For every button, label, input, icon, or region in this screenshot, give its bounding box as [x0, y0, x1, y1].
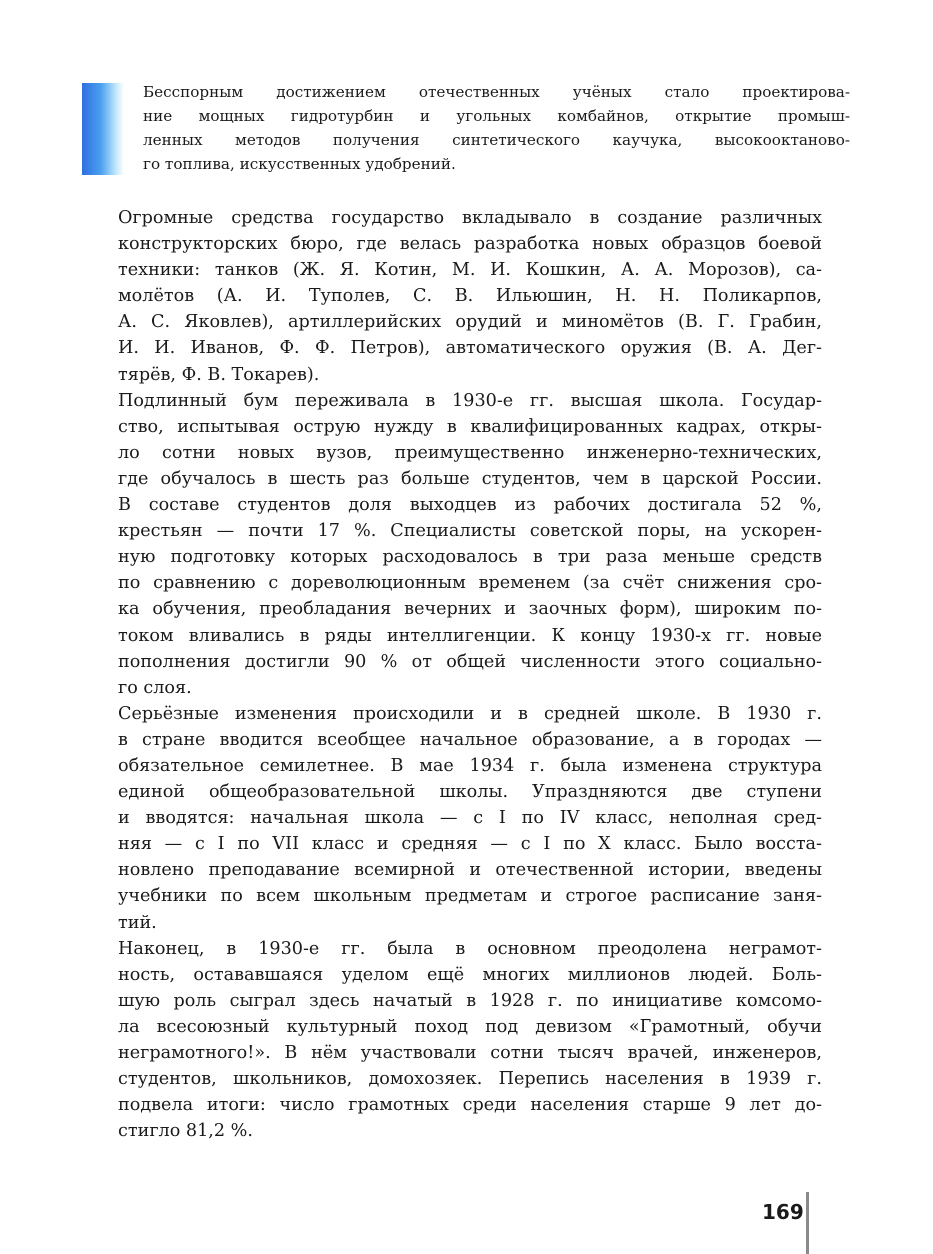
text-line: крестьян — почти 17 %. Специалисты советской поры, на ускорен- — [118, 521, 822, 542]
text-line: током вливались в ряды интеллигенции. К концу 1930-х гг. новые — [118, 625, 822, 646]
text-line: молётов (А. И. Туполев, С. В. Ильюшин, Н. Н. Поликарпов, — [118, 286, 822, 307]
text-line: тярёв, Ф. В. Токарев). — [118, 364, 320, 385]
callout-line: ние мощных гидротурбин и угольных комбайнов, открытие промыш- — [143, 107, 850, 125]
text-line: го слоя. — [118, 677, 192, 698]
page-number: 169 — [762, 1200, 804, 1224]
paragraph — [118, 936, 822, 1145]
callout-line: ленных методов получения синтетического каучука, высокооктаново- — [143, 131, 850, 149]
text-line: шую роль сыграл здесь начатый в 1928 г. по инициативе комсомо- — [118, 990, 822, 1011]
callout-line: го топлива, искусственных удобрений. — [143, 155, 456, 173]
text-line: и вводятся: начальная школа — с I по IV класс, неполная сред- — [118, 808, 822, 829]
text-line: ность, остававшаяся уделом ещё многих миллионов людей. Боль- — [118, 964, 822, 985]
page-margin-rule — [806, 1192, 809, 1254]
text-line: ло сотни новых вузов, преимущественно инженерно-технических, — [118, 442, 822, 463]
text-line: подвела итоги: число грамотных среди населения старше 9 лет до- — [118, 1095, 822, 1116]
text-line: техники: танков (Ж. Я. Котин, М. И. Кошкин, А. А. Морозов), са- — [118, 260, 822, 281]
text-line: студентов, школьников, домохозяек. Перепись населения в 1939 г. — [118, 1069, 822, 1090]
text-line: пополнения достигли 90 % от общей численности этого социально- — [118, 651, 822, 672]
text-line: ка обучения, преобладания вечерних и заочных форм), широким по- — [118, 599, 822, 620]
text-line: стигло 81,2 %. — [118, 1121, 253, 1142]
text-line: по сравнению с дореволюционным временем (за счёт снижения сро- — [118, 573, 822, 594]
callout-accent-bar — [82, 83, 124, 175]
text-line: конструкторских бюро, где велась разработка новых образцов боевой — [118, 234, 822, 255]
text-line: неграмотного!». В нём участвовали сотни тысяч врачей, инженеров, — [118, 1043, 822, 1063]
text-line: В составе студентов доля выходцев из рабочих достигала 52 %, — [118, 495, 822, 516]
callout-box — [143, 80, 850, 176]
text-line: няя — с I по VII класс и средняя — с I по X класс. Было восста- — [118, 834, 822, 855]
text-line: ство, испытывая острую нужду в квалифицированных кадрах, откры- — [118, 416, 822, 437]
text-line: Огромные средства государство вкладывало в создание различных — [118, 208, 822, 228]
text-line: новлено преподавание всемирной и отечественной истории, введены — [118, 860, 822, 881]
text-line: обязательное семилетнее. В мае 1934 г. была изменена структура — [118, 755, 822, 776]
text-line: единой общеобразовательной школы. Упраздняются две ступени — [118, 782, 822, 803]
main-text — [118, 205, 822, 1144]
text-line: тий. — [118, 912, 157, 933]
text-line: Наконец, в 1930-е гг. была в основном преодолена неграмот- — [118, 938, 822, 959]
paragraph — [118, 701, 822, 936]
text-line: в стране вводится всеобщее начальное образование, а в городах — — [118, 729, 822, 750]
text-line: Подлинный бум переживала в 1930-е гг. высшая школа. Государ- — [118, 390, 822, 411]
text-line: ла всесоюзный культурный поход под девизом «Грамотный, обучи — [118, 1016, 822, 1037]
text-line: учебники по всем школьным предметам и строгое расписание заня- — [118, 886, 822, 907]
text-line: ную подготовку которых расходовалось в три раза меньше средств — [118, 547, 822, 568]
text-line: А. С. Яковлев), артиллерийских орудий и миномётов (В. Г. Грабин, — [118, 312, 822, 333]
callout-line: Бесспорным достижением отечественных учёных стало проектирова- — [143, 83, 850, 101]
text-line: Серьёзные изменения происходили и в средней школе. В 1930 г. — [118, 703, 822, 724]
paragraph — [118, 388, 822, 701]
text-line: где обучалось в шесть раз больше студентов, чем в царской России. — [118, 468, 822, 489]
text-line: И. И. Иванов, Ф. Ф. Петров), автоматического оружия (В. А. Дег- — [118, 338, 822, 359]
paragraph — [118, 205, 822, 388]
